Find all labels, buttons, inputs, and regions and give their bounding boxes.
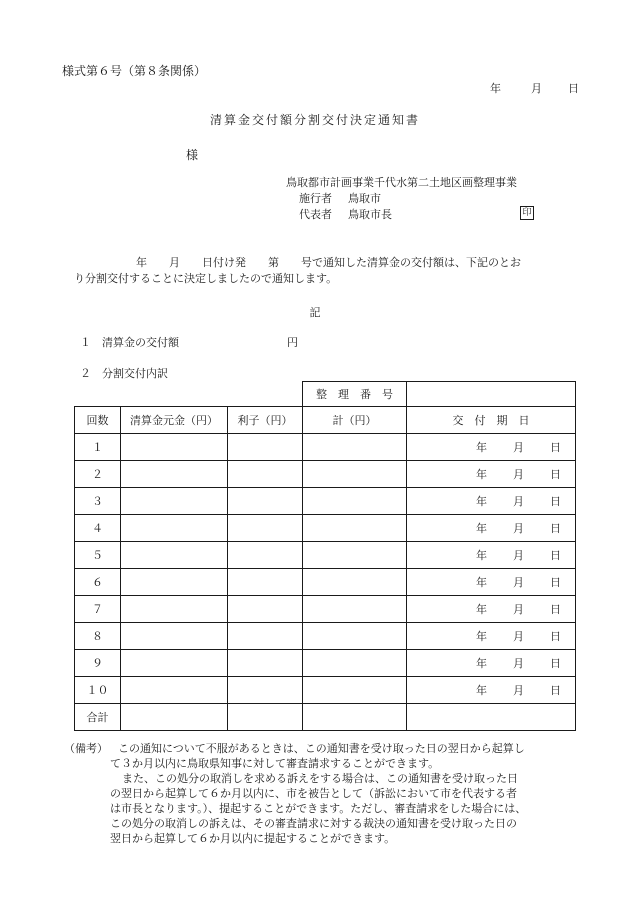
interest-cell[interactable] (228, 542, 303, 569)
total-row (75, 704, 576, 731)
installment-number: ８ (75, 623, 121, 650)
seal-mark: 印 (520, 206, 534, 220)
installment-table (74, 381, 576, 731)
interest-cell[interactable] (228, 488, 303, 515)
date-month: 月 (513, 630, 524, 643)
date-month: 月 (513, 441, 524, 454)
payment-date-cell[interactable] (407, 434, 576, 461)
total-cell[interactable] (407, 704, 576, 731)
form-number: 様式第６号（第８条関係） (62, 64, 207, 78)
payment-date-cell[interactable] (407, 569, 576, 596)
date-day: 日 (550, 603, 561, 616)
payment-date-cell[interactable] (407, 488, 576, 515)
payment-date-cell[interactable] (407, 650, 576, 677)
subtotal-cell[interactable] (303, 623, 407, 650)
payment-date-cell[interactable] (407, 461, 576, 488)
table-row (75, 542, 576, 569)
remarks-p1b: て３か月以内に鳥取県知事に対して審査請求することができます。 (110, 757, 440, 770)
payment-date-cell[interactable] (407, 677, 576, 704)
principal-cell[interactable] (121, 569, 228, 596)
table-header-row (75, 407, 576, 434)
subtotal-cell[interactable] (303, 596, 407, 623)
interest-cell[interactable] (228, 515, 303, 542)
installment-number: ６ (75, 569, 121, 596)
date-year: 年 (490, 82, 501, 95)
installment-number: ５ (75, 542, 121, 569)
date-day: 日 (550, 495, 561, 508)
interest-cell[interactable] (228, 677, 303, 704)
subtotal-cell[interactable] (303, 650, 407, 677)
date-month: 月 (513, 684, 524, 697)
date-day: 日 (550, 549, 561, 562)
representative-label: 代表者 (299, 208, 332, 221)
date-year: 年 (476, 684, 487, 697)
project-name: 鳥取都市計画事業千代水第二土地区画整理事業 (286, 176, 517, 189)
payment-date-cell[interactable] (407, 623, 576, 650)
date-month: 月 (513, 522, 524, 535)
date-day: 日 (550, 576, 561, 589)
date-year: 年 (476, 630, 487, 643)
total-label: 合計 (75, 704, 121, 731)
representative-value: 鳥取市長 (348, 208, 392, 221)
date-month: 月 (513, 549, 524, 562)
table-row (75, 515, 576, 542)
installment-number: １０ (75, 677, 121, 704)
subtotal-cell[interactable] (303, 515, 407, 542)
subtotal-cell[interactable] (303, 569, 407, 596)
notice-line-2: り分割交付することに決定しましたので通知します。 (74, 272, 338, 285)
item-2-label: ２ 分割交付内訳 (80, 367, 168, 380)
subtotal-cell[interactable] (303, 434, 407, 461)
date-day: 日 (550, 468, 561, 481)
installment-number: ４ (75, 515, 121, 542)
principal-cell[interactable] (121, 650, 228, 677)
principal-cell[interactable] (121, 461, 228, 488)
item-1-label: １ 清算金の交付額 (80, 336, 179, 349)
interest-cell[interactable] (228, 461, 303, 488)
table-row (75, 650, 576, 677)
operator-value: 鳥取市 (348, 192, 381, 205)
total-cell[interactable] (228, 704, 303, 731)
issuer-block (286, 175, 517, 223)
installment-number: ２ (75, 461, 121, 488)
subtotal-cell[interactable] (303, 542, 407, 569)
interest-cell[interactable] (228, 650, 303, 677)
date-day: 日 (550, 684, 561, 697)
ki-heading: 記 (309, 306, 321, 319)
remarks-p2c: は市長となります。）、提起することができます。ただし、審査請求をした場合には、 (110, 802, 527, 815)
table-row (75, 434, 576, 461)
remarks-p2e: 翌日から起算して６か月以内に提起することができます。 (110, 832, 396, 845)
interest-cell[interactable] (228, 596, 303, 623)
payment-date-cell[interactable] (407, 542, 576, 569)
date-year: 年 (476, 522, 487, 535)
issue-date (490, 80, 579, 96)
seiri-number-header: 整 理 番 号 (303, 382, 407, 407)
operator-label: 施行者 (299, 192, 332, 205)
notice-line-1: 年 月 日付け発 第 号で通知した清算金の交付額は、下記のとお (136, 256, 521, 269)
date-month: 月 (531, 82, 542, 95)
installment-number: ７ (75, 596, 121, 623)
document-title: 清算金交付額分割交付決定通知書 (209, 113, 420, 127)
principal-cell[interactable] (121, 515, 228, 542)
principal-cell[interactable] (121, 623, 228, 650)
interest-cell[interactable] (228, 434, 303, 461)
principal-cell[interactable] (121, 677, 228, 704)
operator-row (286, 191, 517, 207)
column-header: 利子（円） (228, 407, 303, 434)
table-row (75, 461, 576, 488)
date-month: 月 (513, 576, 524, 589)
addressee-suffix: 様 (186, 148, 199, 162)
table-row (75, 569, 576, 596)
subtotal-cell[interactable] (303, 488, 407, 515)
table-row (75, 596, 576, 623)
date-day: 日 (550, 441, 561, 454)
notice-body (76, 255, 576, 287)
date-month: 月 (513, 603, 524, 616)
representative-row (286, 207, 517, 223)
remarks-p2d: この処分の取消しの訴えは、その審査請求に対する裁決の通知書を受け取った日の (110, 817, 517, 830)
remarks-p1a: この通知について不服があるときは、この通知書を受け取った日の翌日から起算し (118, 742, 525, 755)
column-header: 交 付 期 日 (407, 407, 576, 434)
date-month: 月 (513, 657, 524, 670)
total-cell[interactable] (303, 704, 407, 731)
installment-number: ３ (75, 488, 121, 515)
date-day: 日 (568, 82, 579, 95)
principal-cell[interactable] (121, 542, 228, 569)
remarks-label: （備考） (64, 742, 108, 755)
total-cell[interactable] (121, 704, 228, 731)
column-header: 回数 (75, 407, 121, 434)
date-month: 月 (513, 495, 524, 508)
date-day: 日 (550, 630, 561, 643)
subtotal-cell[interactable] (303, 677, 407, 704)
interest-cell[interactable] (228, 623, 303, 650)
principal-cell[interactable] (121, 434, 228, 461)
date-year: 年 (476, 657, 487, 670)
payment-date-cell[interactable] (407, 515, 576, 542)
subtotal-cell[interactable] (303, 461, 407, 488)
table-row (75, 623, 576, 650)
table-row (75, 488, 576, 515)
remarks-p2a: また、この処分の取消しを求める訴えをする場合は、この通知書を受け取った日 (122, 772, 518, 785)
principal-cell[interactable] (121, 596, 228, 623)
date-year: 年 (476, 441, 487, 454)
date-day: 日 (550, 657, 561, 670)
column-header: 計（円） (303, 407, 407, 434)
payment-date-cell[interactable] (407, 596, 576, 623)
remarks-p2b: の翌日から起算して６か月以内に、市を被告として（訴訟において市を代表する者 (110, 787, 517, 800)
column-header: 清算金元金（円） (121, 407, 228, 434)
item-1 (80, 334, 298, 350)
interest-cell[interactable] (228, 569, 303, 596)
item-1-unit: 円 (287, 336, 298, 349)
date-year: 年 (476, 495, 487, 508)
table-row (75, 677, 576, 704)
date-day: 日 (550, 522, 561, 535)
installment-number: １ (75, 434, 121, 461)
remarks (64, 741, 584, 846)
date-year: 年 (476, 603, 487, 616)
date-year: 年 (476, 468, 487, 481)
installment-number: ９ (75, 650, 121, 677)
principal-cell[interactable] (121, 488, 228, 515)
date-month: 月 (513, 468, 524, 481)
date-year: 年 (476, 549, 487, 562)
date-year: 年 (476, 576, 487, 589)
seiri-number-cell[interactable] (407, 382, 576, 407)
